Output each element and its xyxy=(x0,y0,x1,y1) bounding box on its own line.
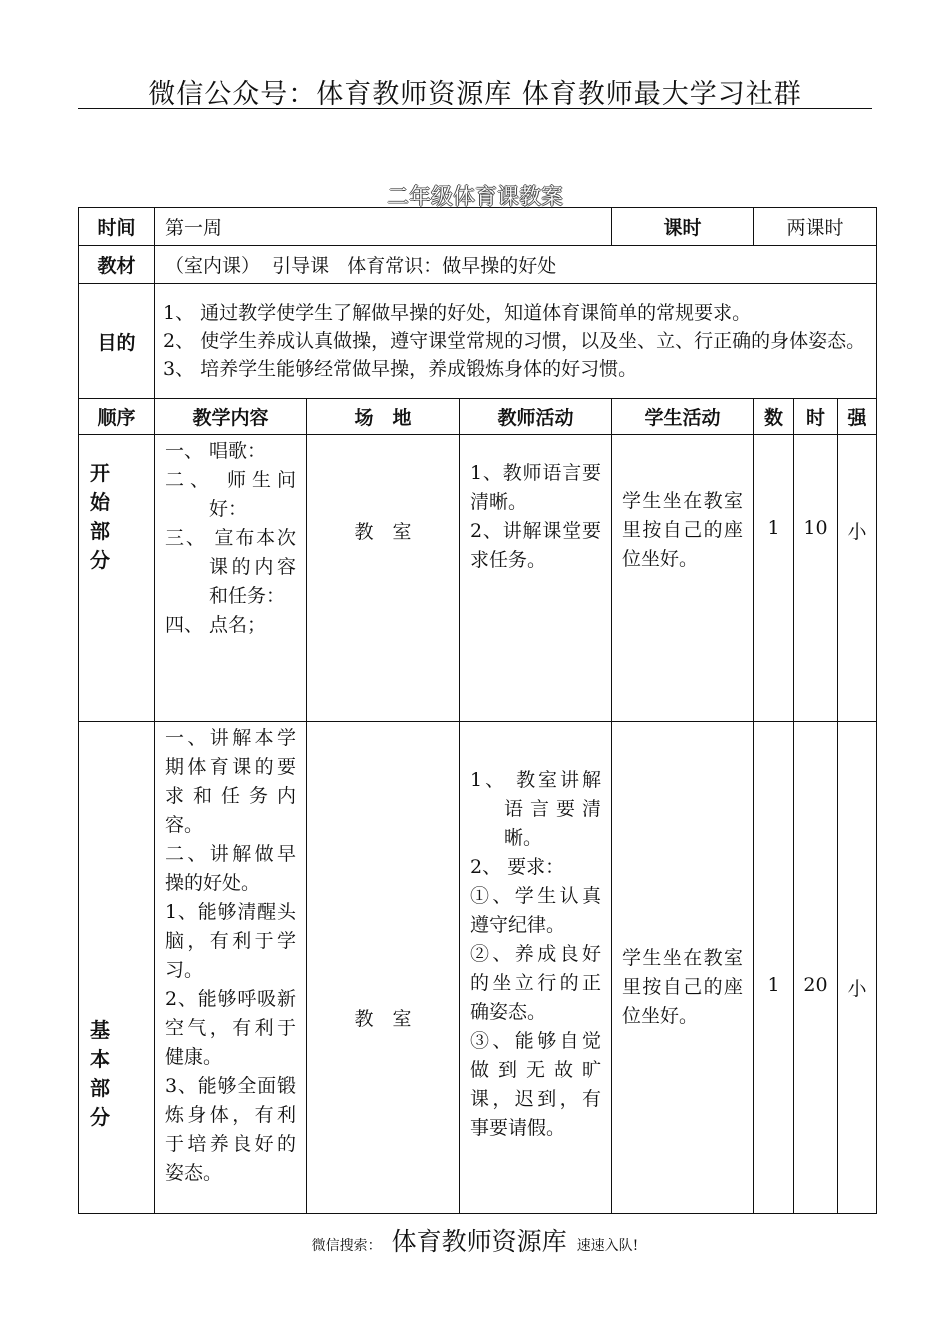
basic-venue: 教 室 xyxy=(307,722,460,1214)
goal-label: 目的 xyxy=(79,284,155,399)
section-name-basic: 基 本 部 分 xyxy=(79,722,155,1214)
start-content xyxy=(155,435,307,722)
col-header-count: 数 xyxy=(754,399,794,435)
info-row-time xyxy=(79,208,877,246)
start-teacher-activity xyxy=(460,435,612,722)
footer xyxy=(0,1222,950,1258)
col-header-content: 教学内容 xyxy=(155,399,307,435)
basic-time: 20 xyxy=(794,722,838,1214)
content-item: 二、讲解做早操的好处。 xyxy=(165,843,296,894)
content-item: 三、 宣布本次课的内容和任务： xyxy=(165,527,296,607)
header-banner: 微信公众号：体育教师资源库 体育教师最大学习社群 xyxy=(148,79,802,110)
footer-suffix: 速速入队! xyxy=(576,1238,639,1254)
start-student-activity: 学生坐在教室里按自己的座位坐好。 xyxy=(612,435,754,722)
col-header-teacher: 教师活动 xyxy=(460,399,612,435)
teacher-item: ③、能够自觉做到无故旷课，迟到，有事要请假。 xyxy=(470,1030,602,1139)
col-header-student: 学生活动 xyxy=(612,399,754,435)
info-row-goals xyxy=(79,284,877,399)
teacher-item: 2、讲解课堂要求任务。 xyxy=(470,520,602,571)
content-item: 一、讲解本学期体育课的要求和任务内容。 xyxy=(165,727,296,836)
goal-item: 1、 通过教学使学生了解做早操的好处，知道体育课简单的常规要求。 xyxy=(163,302,752,324)
period-label: 课时 xyxy=(612,208,754,246)
header-rule xyxy=(78,108,872,109)
goal-item: 3、 培养学生能够经常做早操，养成锻炼身体的好习惯。 xyxy=(163,358,638,380)
table-row-start-section xyxy=(79,435,877,722)
info-row-material xyxy=(79,246,877,284)
basic-content xyxy=(155,722,307,1214)
column-header-row xyxy=(79,399,877,435)
time-value: 第一周 xyxy=(155,208,612,246)
section-name-start: 开 始 部 分 xyxy=(79,435,155,722)
content-item: 1、能够清醒头脑，有利于学习。 xyxy=(165,901,296,981)
material-value: （室内课） 引导课 体育常识：做早操的好处 xyxy=(155,246,877,284)
teacher-item: ①、学生认真遵守纪律。 xyxy=(470,885,602,936)
content-item: 2、能够呼吸新空气，有利于健康。 xyxy=(165,988,296,1068)
goal-item: 2、 使学生养成认真做操，遵守课堂常规的习惯，以及坐、立、行正确的身体姿态。 xyxy=(163,330,866,352)
basic-student-activity: 学生坐在教室里按自己的座位坐好。 xyxy=(612,722,754,1214)
material-label: 教材 xyxy=(79,246,155,284)
content-item: 四、 点名； xyxy=(165,614,267,636)
content-item: 一、 唱歌： xyxy=(165,440,267,462)
col-header-order: 顺序 xyxy=(79,399,155,435)
teacher-item: ②、养成良好的坐立行的正确姿态。 xyxy=(470,943,602,1023)
lesson-plan-table xyxy=(78,207,877,1214)
col-header-intensity: 强 xyxy=(838,399,877,435)
content-item: 3、能够全面锻炼身体，有利于培养良好的姿态。 xyxy=(165,1075,296,1184)
start-count: 1 xyxy=(754,435,794,722)
document-title: 二年级体育课教案 xyxy=(386,185,563,210)
start-time: 10 xyxy=(794,435,838,722)
teacher-item: 2、 要求： xyxy=(470,856,565,878)
footer-account-name: 体育教师资源库 xyxy=(391,1227,567,1256)
teacher-item: 1、教师语言要清晰。 xyxy=(470,462,602,513)
content-item: 二、 师生问好： xyxy=(165,469,296,520)
basic-intensity: 小 xyxy=(838,722,877,1214)
start-intensity: 小 xyxy=(838,435,877,722)
teacher-item: 1、 教室讲解语言要清晰。 xyxy=(470,769,602,849)
period-value: 两课时 xyxy=(754,208,877,246)
basic-teacher-activity xyxy=(460,722,612,1214)
goal-list xyxy=(155,284,877,399)
table-row-basic-section xyxy=(79,722,877,1214)
col-header-time: 时 xyxy=(794,399,838,435)
basic-count: 1 xyxy=(754,722,794,1214)
col-header-venue: 场 地 xyxy=(307,399,460,435)
start-venue: 教 室 xyxy=(307,435,460,722)
footer-prefix: 微信搜索： xyxy=(311,1238,382,1254)
time-label: 时间 xyxy=(79,208,155,246)
